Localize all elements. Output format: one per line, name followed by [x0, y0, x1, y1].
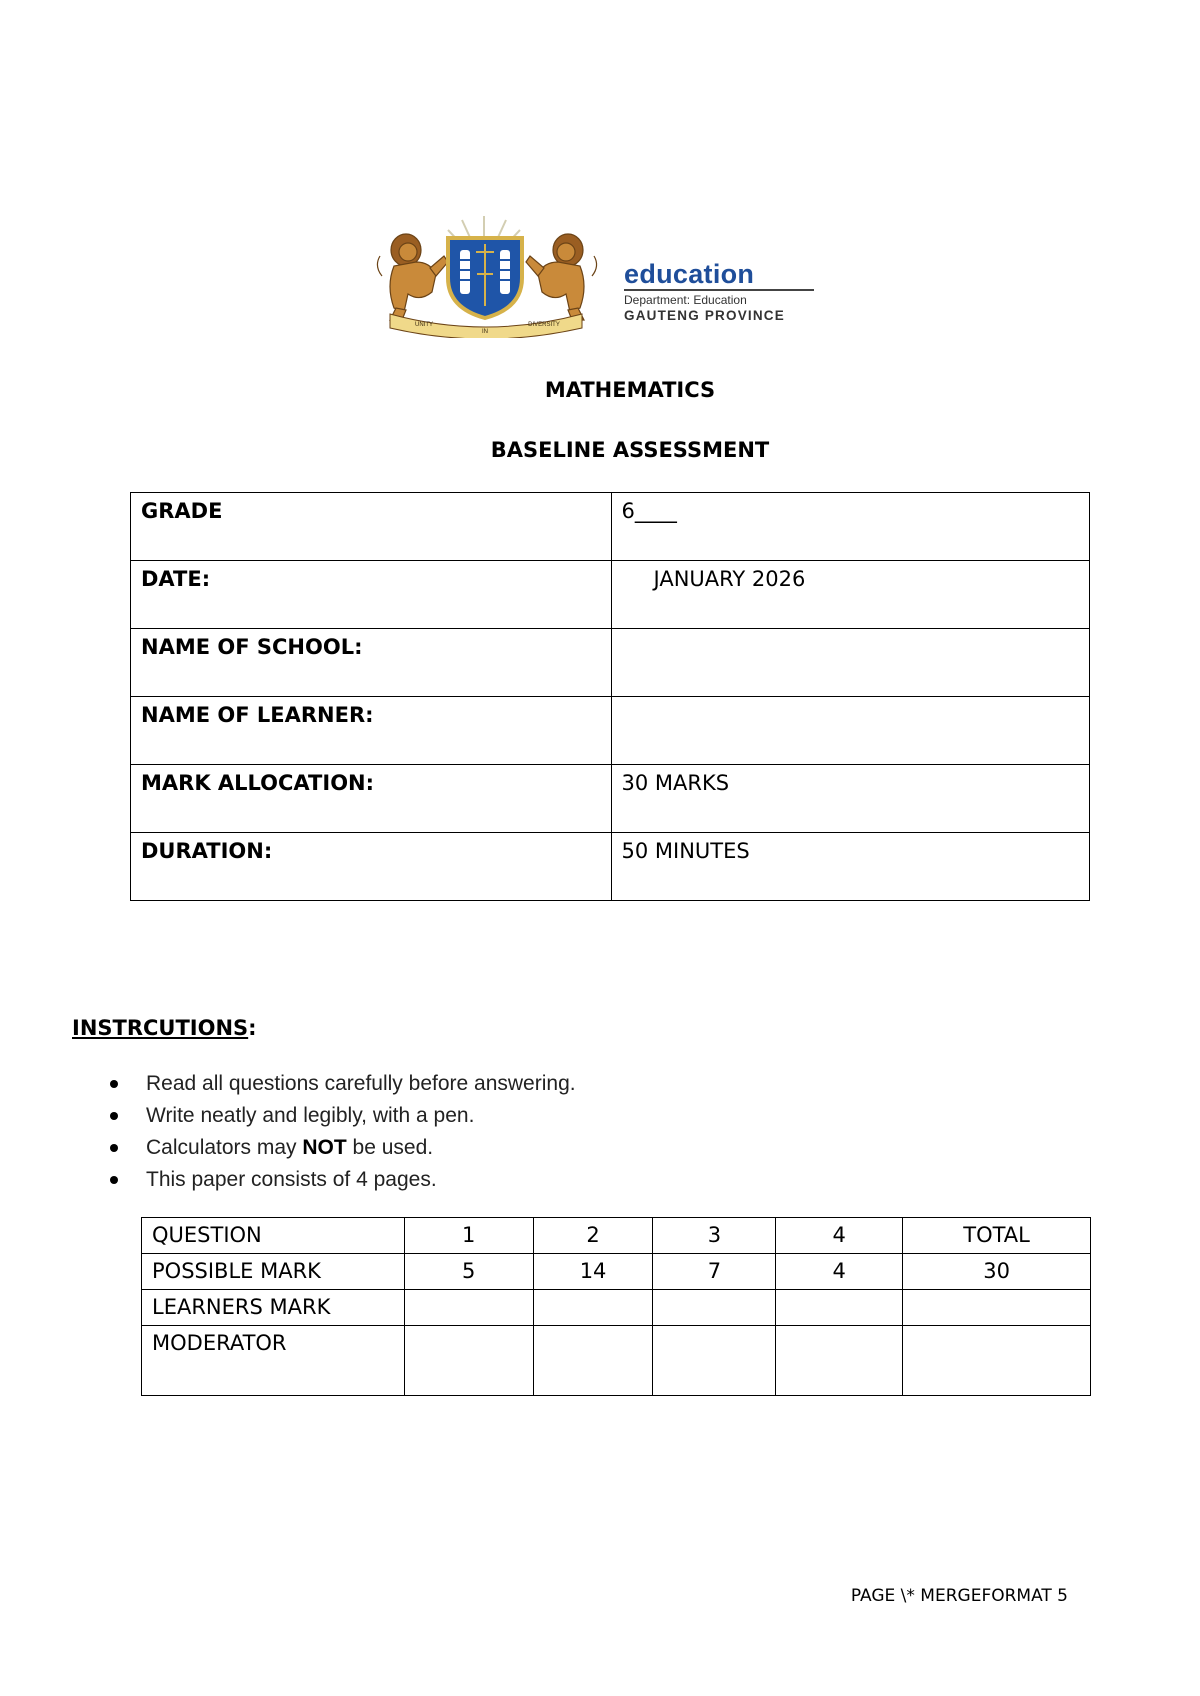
motto-word-2: IN: [482, 329, 488, 335]
learners-mark-cell[interactable]: [653, 1290, 776, 1326]
question-number: 1: [404, 1218, 533, 1254]
total-header: TOTAL: [903, 1218, 1091, 1254]
logo-brand: education: [624, 259, 755, 289]
duration-label: DURATION:: [131, 833, 612, 901]
learners-mark-cell[interactable]: [404, 1290, 533, 1326]
gauteng-education-logo: [372, 216, 832, 338]
instructions-heading: [72, 1016, 257, 1040]
subject-title: MATHEMATICS: [544, 378, 716, 402]
table-row: [142, 1218, 1091, 1254]
page-footer: PAGE \* MERGEFORMAT 5: [850, 1586, 1068, 1606]
table-row: [142, 1290, 1091, 1326]
assessment-title: BASELINE ASSESSMENT: [490, 438, 770, 462]
possible-mark-cell: 4: [776, 1254, 903, 1290]
question-header: QUESTION: [142, 1218, 405, 1254]
table-row: [131, 493, 1090, 561]
table-row: [131, 561, 1090, 629]
question-number: 2: [533, 1218, 653, 1254]
logo-province: GAUTENG PROVINCE: [624, 308, 785, 323]
instructions-heading-text: INSTRCUTIONS: [72, 1016, 249, 1040]
instruction-text-bold: NOT: [302, 1136, 347, 1159]
moderator-cell[interactable]: [404, 1326, 533, 1396]
learner-info-table: [130, 492, 1090, 901]
moderator-total[interactable]: [903, 1326, 1091, 1396]
grade-label: GRADE: [131, 493, 612, 561]
list-item: [108, 1100, 576, 1132]
duration-value: 50 MINUTES: [611, 833, 1089, 901]
instruction-text: Write neatly and legibly, with a pen.: [146, 1104, 475, 1127]
mark-allocation-label: MARK ALLOCATION:: [131, 765, 612, 833]
mark-allocation-value: 30 MARKS: [611, 765, 1089, 833]
grade-value[interactable]: 6____: [611, 493, 1089, 561]
possible-mark-cell: 5: [404, 1254, 533, 1290]
table-row: [131, 697, 1090, 765]
list-item: [108, 1164, 576, 1196]
date-value: JANUARY 2026: [611, 561, 1089, 629]
learners-mark-total[interactable]: [903, 1290, 1091, 1326]
possible-mark-cell: 7: [653, 1254, 776, 1290]
instruction-text-pre: Calculators may: [146, 1136, 303, 1159]
list-item: [108, 1068, 576, 1100]
possible-mark-cell: 14: [533, 1254, 653, 1290]
coat-of-arms-icon: [372, 216, 622, 338]
instruction-text-post: be used.: [346, 1136, 434, 1159]
motto-word-3: DIVERSITY: [528, 322, 560, 328]
table-row: [131, 765, 1090, 833]
moderator-label: MODERATOR: [142, 1326, 405, 1396]
moderator-cell[interactable]: [533, 1326, 653, 1396]
learner-name-label: NAME OF LEARNER:: [131, 697, 612, 765]
bullet-icon: [110, 1144, 118, 1152]
bullet-icon: [110, 1176, 118, 1184]
instructions-heading-colon: :: [248, 1016, 257, 1040]
moderator-cell[interactable]: [776, 1326, 903, 1396]
possible-mark-total: 30: [903, 1254, 1091, 1290]
table-row: [142, 1254, 1091, 1290]
bullet-icon: [110, 1112, 118, 1120]
learners-mark-cell[interactable]: [533, 1290, 653, 1326]
logo-divider: [624, 289, 814, 291]
motto-word-1: UNITY: [415, 322, 433, 328]
table-row: [131, 833, 1090, 901]
learner-name-field[interactable]: [611, 697, 1089, 765]
instructions-list: [108, 1068, 576, 1196]
learners-mark-label: LEARNERS MARK: [142, 1290, 405, 1326]
learners-mark-cell[interactable]: [776, 1290, 903, 1326]
logo-wordmark: [624, 260, 814, 324]
instruction-text: This paper consists of 4 pages.: [146, 1168, 437, 1191]
logo-department: Department: Education: [624, 293, 747, 307]
bullet-icon: [110, 1080, 118, 1088]
school-name-label: NAME OF SCHOOL:: [131, 629, 612, 697]
table-row: [131, 629, 1090, 697]
possible-mark-label: POSSIBLE MARK: [142, 1254, 405, 1290]
question-number: 3: [653, 1218, 776, 1254]
list-item: [108, 1132, 576, 1164]
date-label: DATE:: [131, 561, 612, 629]
question-number: 4: [776, 1218, 903, 1254]
table-row: [142, 1326, 1091, 1396]
marks-table: [141, 1217, 1091, 1396]
school-name-field[interactable]: [611, 629, 1089, 697]
instruction-text: Read all questions carefully before answering.: [146, 1072, 576, 1095]
moderator-cell[interactable]: [653, 1326, 776, 1396]
